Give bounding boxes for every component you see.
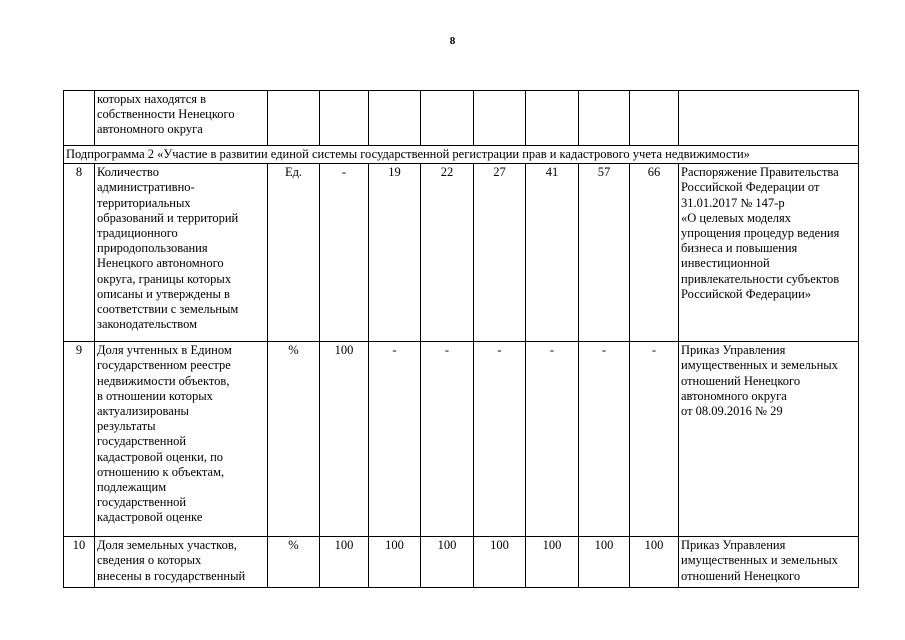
value-cell <box>630 91 679 146</box>
value-cell: 19 <box>369 164 421 342</box>
table-row-continuation <box>64 91 859 146</box>
value-cell: 100 <box>579 537 630 588</box>
unit-cell: % <box>268 537 320 588</box>
subprogram-title: Подпрограмма 2 «Участие в развитии единой системы государственной регистрации прав и кадастрового учета недвижимости» <box>64 146 859 164</box>
table-row <box>64 164 859 342</box>
indicator-name: Количество административно- территориальных образований и территорий традиционного природопользования Ненецкого автономного округа, границы которых описаны и утверждены в соответствии с земельным законодательством <box>95 164 268 342</box>
value-cell: - <box>474 342 526 537</box>
table-row <box>64 537 859 588</box>
base-value-cell <box>320 91 369 146</box>
row-number: 10 <box>64 537 95 588</box>
page-number: 8 <box>449 35 456 47</box>
value-cell <box>474 91 526 146</box>
indicator-name: которых находятся в собственности Ненецкого автономного округа <box>95 91 268 146</box>
value-cell <box>579 91 630 146</box>
indicators-table <box>63 90 859 588</box>
source-document <box>679 91 859 146</box>
value-cell <box>526 91 579 146</box>
value-cell: 22 <box>421 164 474 342</box>
table-row <box>64 342 859 537</box>
row-number: 9 <box>64 342 95 537</box>
value-cell: - <box>630 342 679 537</box>
unit-cell: Ед. <box>268 164 320 342</box>
value-cell: - <box>526 342 579 537</box>
value-cell: 41 <box>526 164 579 342</box>
base-value-cell: 100 <box>320 342 369 537</box>
unit-cell <box>268 91 320 146</box>
value-cell: 100 <box>369 537 421 588</box>
row-number <box>64 91 95 146</box>
value-cell: - <box>421 342 474 537</box>
source-document: Распоряжение Правительства Российской Федерации от 31.01.2017 № 147-р «О целевых моделях упрощения процедур ведения бизнеса и повышения инвестиционной привлекательности субъектов Российской Федерации» <box>679 164 859 342</box>
source-document: Приказ Управления имущественных и земельных отношений Ненецкого автономного округа от 08.09.2016 № 29 <box>679 342 859 537</box>
row-number: 8 <box>64 164 95 342</box>
indicator-name: Доля учтенных в Едином государственном реестре недвижимости объектов, в отношении которых актуализированы результаты государственной кадастровой оценки, по отношению к объектам, подлежащим государственной кадастровой оценке <box>95 342 268 537</box>
value-cell: 66 <box>630 164 679 342</box>
value-cell <box>421 91 474 146</box>
value-cell: 27 <box>474 164 526 342</box>
value-cell: 100 <box>421 537 474 588</box>
base-value-cell: - <box>320 164 369 342</box>
subprogram-row <box>64 146 859 164</box>
indicator-name: Доля земельных участков, сведения о которых внесены в государственный <box>95 537 268 588</box>
value-cell: - <box>369 342 421 537</box>
value-cell: 100 <box>630 537 679 588</box>
base-value-cell: 100 <box>320 537 369 588</box>
value-cell: 100 <box>474 537 526 588</box>
value-cell: 100 <box>526 537 579 588</box>
value-cell <box>369 91 421 146</box>
value-cell: - <box>579 342 630 537</box>
unit-cell: % <box>268 342 320 537</box>
source-document: Приказ Управления имущественных и земельных отношений Ненецкого <box>679 537 859 588</box>
value-cell: 57 <box>579 164 630 342</box>
